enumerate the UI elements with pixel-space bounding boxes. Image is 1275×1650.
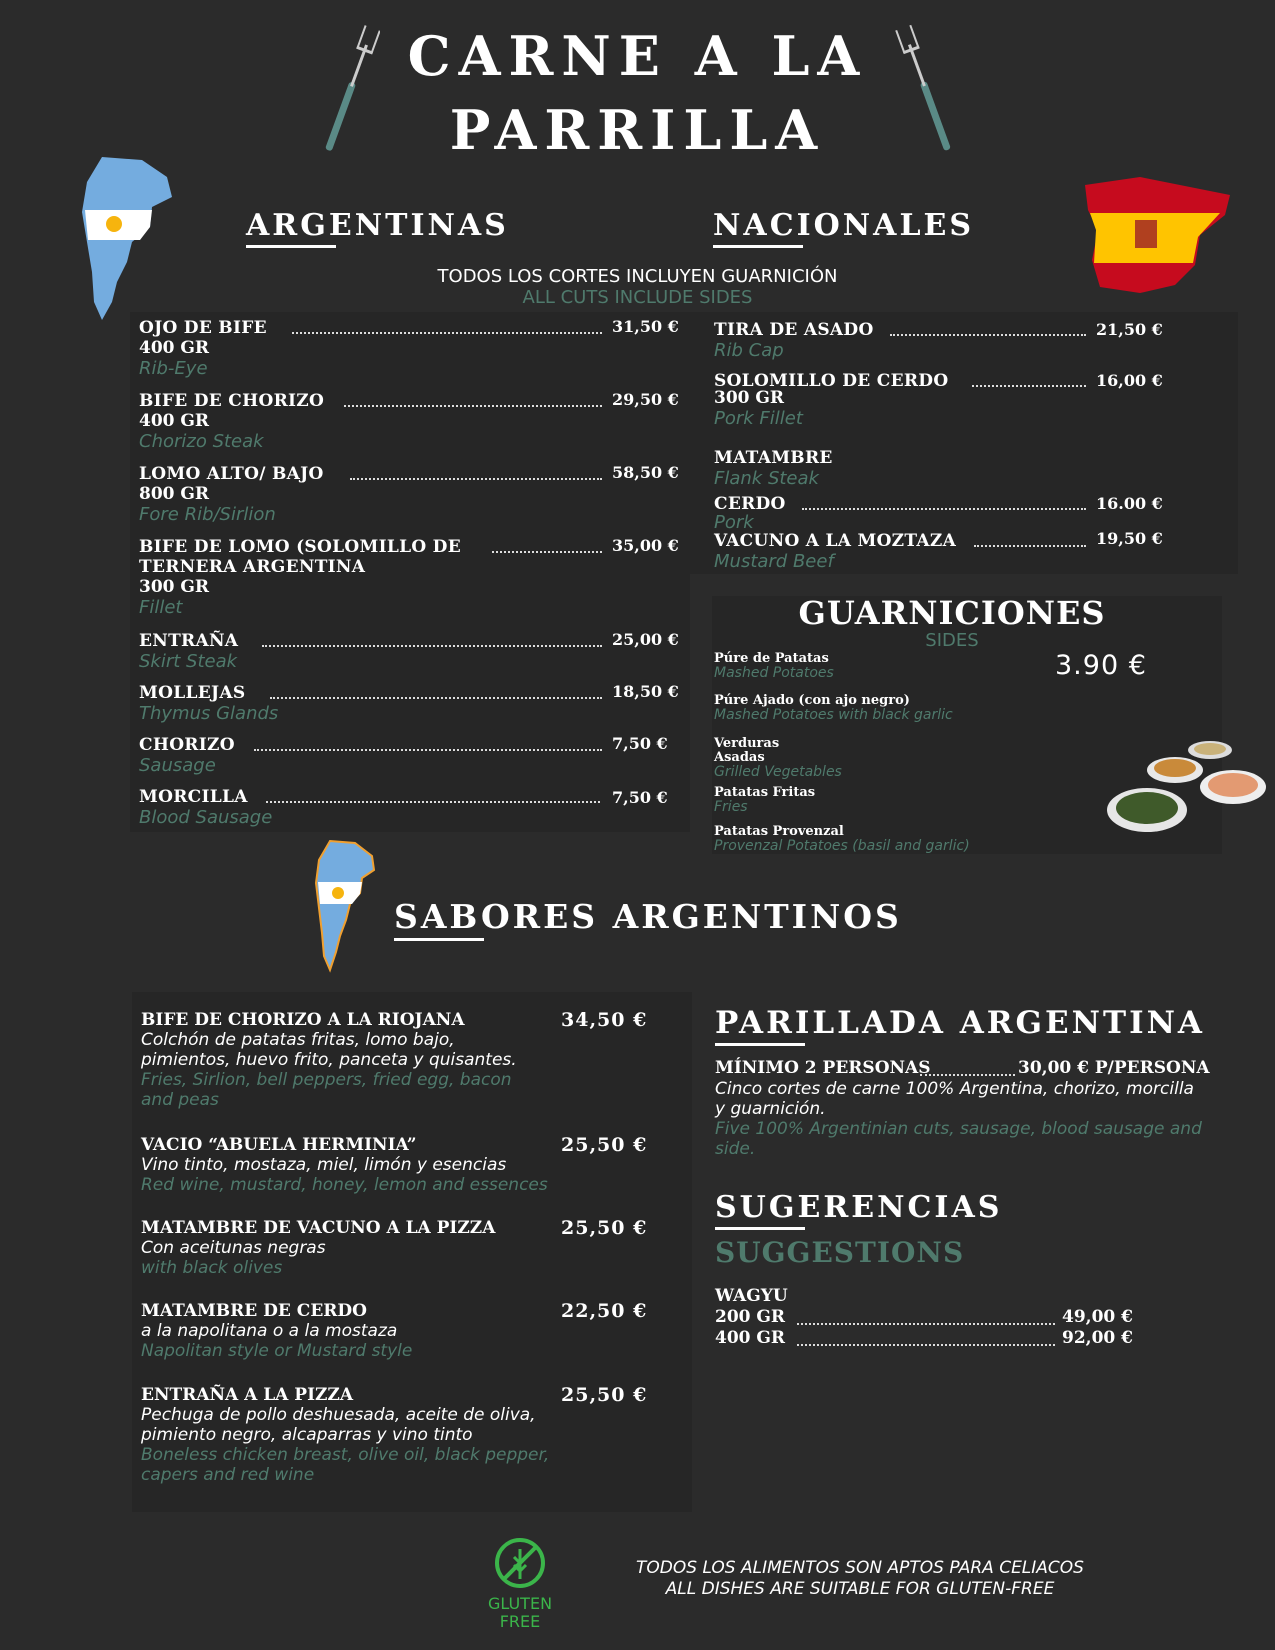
side-name: Púre de Patatas (714, 651, 829, 666)
dish-desc-es: a la napolitana o a la mostaza (141, 1321, 398, 1341)
heading-underline (246, 245, 336, 248)
dish (141, 1301, 591, 1361)
side-english: Fries (714, 799, 748, 815)
dish-desc-en: with black olives (141, 1258, 283, 1278)
dish-price: 22,50 € (561, 1300, 648, 1322)
item-name-line2: TERNERA ARGENTINA (139, 557, 366, 577)
item-price: 29,50 € (612, 390, 679, 409)
item-name: ENTRAÑA (139, 631, 239, 651)
parrillada-desc (715, 1079, 1260, 1159)
wagyu-400-label: 400 GR (715, 1328, 786, 1348)
item-name: OJO DE BIFE (139, 318, 267, 338)
menu-item (714, 448, 833, 489)
heading-text: SUGERENCIAS (715, 1190, 1003, 1225)
page-title-line1: CARNE A LA (407, 24, 868, 88)
heading-text: PARILLADA ARGENTINA (715, 1005, 1205, 1041)
sugerencias-sub: SUGGESTIONS (715, 1236, 965, 1269)
section-heading-parrillada (715, 1005, 1205, 1046)
item-price: 19,50 € (1096, 529, 1163, 548)
item-weight: 400 GR (139, 411, 210, 431)
menu-item (714, 494, 786, 533)
dish-desc-en: capers and red wine (141, 1465, 315, 1485)
dot-leader (797, 1344, 1055, 1346)
item-name: CHORIZO (139, 735, 235, 755)
side-english: Mashed Potatoes with black garlic (714, 707, 953, 723)
item-price: 16,00 € (1096, 371, 1163, 390)
wagyu-400-price: 92,00 € (1062, 1328, 1133, 1348)
heading-underline (394, 938, 484, 941)
dish-desc-en: Five 100% Argentinian cuts, sausage, blood sausage and (715, 1119, 1202, 1139)
menu-item (139, 391, 324, 452)
side-dishes-image (1105, 735, 1270, 840)
heading-underline (715, 1043, 805, 1046)
item-english: Chorizo Steak (139, 431, 264, 452)
fork-icon (320, 22, 380, 157)
menu-item (139, 631, 238, 672)
item-price: 21,50 € (1096, 320, 1163, 339)
item-name: MOLLEJAS (139, 683, 246, 703)
dish (141, 1135, 591, 1195)
item-english: Mustard Beef (714, 551, 834, 572)
section-heading-argentinas (246, 208, 509, 248)
menu-item (139, 787, 272, 828)
dish-desc-en: Fries, Sirlion, bell peppers, fried egg, bacon (141, 1070, 512, 1090)
guarniciones-sub: SIDES (925, 630, 979, 651)
item-name: MORCILLA (139, 787, 248, 807)
item-price: 31,50 € (612, 317, 679, 336)
dot-leader (350, 478, 602, 480)
side-name: Patatas Provenzal (714, 824, 844, 839)
menu-item (714, 531, 956, 572)
dish-desc-es: Colchón de patatas fritas, lomo bajo, (141, 1030, 455, 1050)
dish-desc-en: side. (715, 1139, 756, 1159)
dish-price: 25,50 € (561, 1134, 648, 1156)
side-english: Provenzal Potatoes (basil and garlic) (714, 838, 970, 854)
dish (141, 1385, 591, 1485)
side-item (714, 652, 834, 681)
side-english: Mashed Potatoes (714, 665, 834, 681)
side-name-line2: Asadas (714, 750, 765, 765)
gluten-free-label (470, 1595, 570, 1631)
footer-note-en: ALL DISHES ARE SUITABLE FOR GLUTEN-FREE (665, 1579, 1055, 1599)
menu-item (139, 683, 278, 724)
item-name: MATAMBRE (714, 448, 833, 468)
dot-leader (972, 385, 1086, 387)
item-english: Thymus Glands (139, 703, 279, 724)
dish-desc-en: Boneless chicken breast, olive oil, black pepper, (141, 1445, 550, 1465)
item-name: TIRA DE ASADO (714, 320, 874, 340)
side-item (714, 694, 953, 723)
dot-leader (974, 545, 1086, 547)
guarniciones-price: 3.90 € (1055, 650, 1147, 681)
heading-underline (713, 245, 803, 248)
item-english: Flank Steak (714, 468, 819, 489)
item-english: Fore Rib/Sirlion (139, 504, 276, 525)
dish-desc-es: Pechuga de pollo deshuesada, aceite de oliva, (141, 1405, 536, 1425)
page-title-line2: PARRILLA (449, 98, 826, 162)
dish-name: BIFE DE CHORIZO A LA RIOJANA (141, 1010, 465, 1030)
item-name: CERDO (714, 494, 786, 514)
fork-icon (895, 22, 955, 157)
badge-line: GLUTEN (487, 1594, 553, 1613)
sides-notice-es: TODOS LOS CORTES INCLUYEN GUARNICIÓN (437, 266, 838, 287)
item-english: Rib Cap (714, 340, 784, 361)
wagyu-200-price: 49,00 € (1062, 1307, 1133, 1327)
dish-price: 25,50 € (561, 1217, 648, 1239)
dish-name: ENTRAÑA A LA PIZZA (141, 1385, 354, 1405)
dot-leader (292, 332, 602, 334)
side-item (714, 825, 970, 854)
side-name: Púre Ajado (con ajo negro) (714, 693, 910, 708)
side-item (714, 786, 815, 815)
item-weight: 800 GR (139, 484, 210, 504)
badge-line: FREE (499, 1612, 541, 1631)
dot-leader (266, 801, 600, 803)
item-english: Blood Sausage (139, 807, 273, 828)
item-name: VACUNO A LA MOZTAZA (714, 531, 957, 551)
item-english: Skirt Steak (139, 651, 238, 672)
dish-price: 25,50 € (561, 1384, 648, 1406)
section-heading-guarniciones: GUARNICIONES (798, 594, 1106, 632)
item-name: BIFE DE CHORIZO (139, 391, 325, 411)
item-english: Pork Fillet (714, 408, 803, 429)
side-item (714, 737, 842, 780)
section-heading-nacionales (713, 208, 974, 248)
side-name: Patatas Fritas (714, 785, 816, 800)
item-english: Rib-Eye (139, 358, 208, 379)
dish (141, 1218, 591, 1278)
item-price: 7,50 € (612, 734, 668, 753)
dish-desc-es: y guarnición. (715, 1099, 826, 1119)
dot-leader (920, 1074, 1015, 1076)
heading-text: ARGENTINAS (246, 208, 509, 243)
item-name: SOLOMILLO DE CERDO (714, 371, 949, 391)
dish-name: MATAMBRE DE CERDO (141, 1301, 367, 1321)
dot-leader (254, 749, 602, 751)
section-heading-sabores (394, 897, 902, 941)
dish-name: MATAMBRE DE VACUNO A LA PIZZA (141, 1218, 496, 1238)
item-price: 58,50 € (612, 463, 679, 482)
argentina-map-icon (310, 838, 380, 973)
dish-desc-en: Napolitan style or Mustard style (141, 1341, 413, 1361)
menu-item (714, 371, 948, 429)
wagyu-200-label: 200 GR (715, 1307, 786, 1327)
item-english: Sausage (139, 755, 216, 776)
dish-desc-es: Con aceitunas negras (141, 1238, 326, 1258)
item-price: 7,50 € (612, 788, 668, 807)
parrillada-min: MÍNIMO 2 PERSONAS (715, 1058, 931, 1078)
heading-text: SABORES ARGENTINOS (394, 897, 902, 936)
menu-item (139, 318, 267, 379)
dot-leader (492, 551, 602, 553)
item-weight: 300 GR (139, 577, 210, 597)
dish-desc-es: pimientos, huevo frito, panceta y quisantes. (141, 1050, 517, 1070)
side-english: Grilled Vegetables (714, 764, 842, 780)
item-price: 16.00 € (1096, 494, 1163, 513)
dish (141, 1010, 591, 1110)
menu-item (139, 537, 461, 618)
dot-leader (797, 1323, 1055, 1325)
gluten-free-icon (492, 1535, 548, 1591)
side-name: Verduras (714, 736, 780, 751)
menu-item (139, 464, 324, 525)
item-price: 35,00 € (612, 536, 679, 555)
dish-desc-es: pimiento negro, alcaparras y vino tinto (141, 1425, 473, 1445)
dish-desc-en: and peas (141, 1090, 219, 1110)
dot-leader (802, 508, 1086, 510)
dot-leader (270, 697, 602, 699)
item-english: Fillet (139, 597, 183, 618)
heading-underline (715, 1227, 805, 1230)
dot-leader (344, 405, 602, 407)
dish-desc-es: Vino tinto, mostaza, miel, limón y esencias (141, 1155, 507, 1175)
dish-price: 34,50 € (561, 1009, 648, 1031)
item-english: Pork (714, 512, 754, 533)
heading-text: NACIONALES (713, 208, 975, 243)
dish-desc-en: Red wine, mustard, honey, lemon and essences (141, 1175, 548, 1195)
item-name: LOMO ALTO/ BAJO (139, 464, 324, 484)
dot-leader (890, 334, 1086, 336)
parrillada-price: 30,00 € P/PERSONA (1018, 1058, 1210, 1078)
item-price: 25,00 € (612, 630, 679, 649)
menu-item (139, 735, 235, 776)
footer-note-es: TODOS LOS ALIMENTOS SON APTOS PARA CELIACOS (636, 1558, 1084, 1578)
sides-notice-en: ALL CUTS INCLUDE SIDES (522, 287, 753, 308)
wagyu-title: WAGYU (715, 1286, 788, 1306)
dish-desc-es: Cinco cortes de carne 100% Argentina, chorizo, morcilla (715, 1079, 1194, 1099)
menu-item (714, 320, 874, 361)
dot-leader (262, 645, 602, 647)
dish-name: VACIO “ABUELA HERMINIA” (141, 1135, 417, 1155)
item-price: 18,50 € (612, 682, 679, 701)
item-weight: 300 GR (714, 388, 785, 408)
section-heading-sugerencias (715, 1190, 1002, 1230)
item-weight: 400 GR (139, 338, 210, 358)
item-name: BIFE DE LOMO (SOLOMILLO DE (139, 537, 461, 557)
